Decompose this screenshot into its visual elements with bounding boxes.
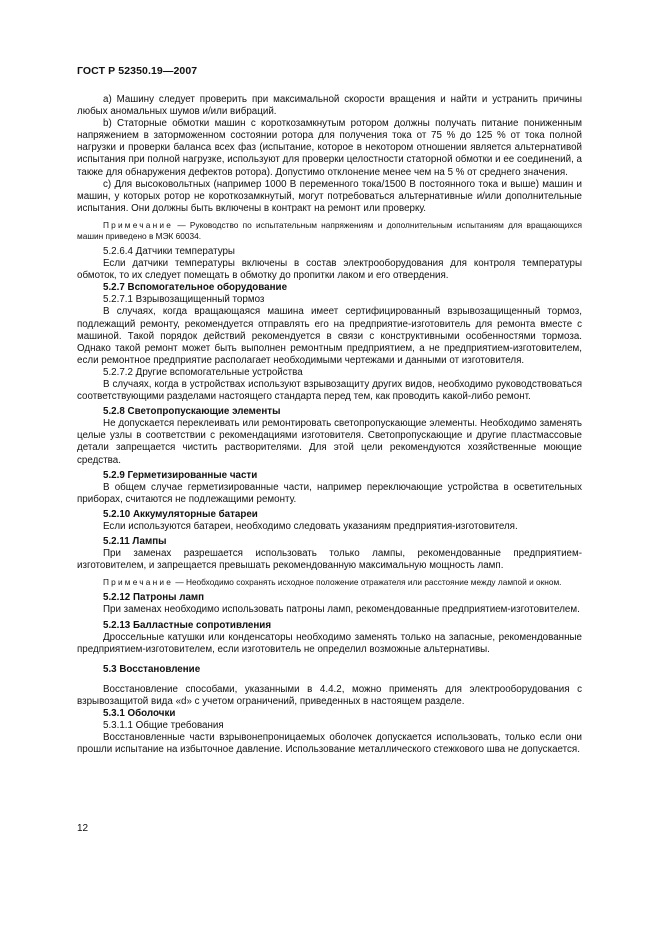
paragraph: Не допускается переклеивать или ремонтировать светопропускающие элементы. Необходимо заменять целые узлы в соответствии с рекомендациями изготовителя. Светопропускающие и другие пластмассовые детали запрещается чистить растворителями. Для этой цели рекомендуются хозяйственные моющие средства. bbox=[77, 418, 582, 466]
paragraph: В случаях, когда вращающаяся машина имеет сертифицированный взрывозащищенный тормоз, подлежащий ремонту, рекомендуется отправлять его на предприятие-изготовитель для ремонта вместе с машиной. Такой порядок действий рекомендуется в связи с конструктивными особенностями тормоза. Однако такой ремонт может быть выполнен ремонтным предприятием, а не предприятием-изготовителем, если ремонтное предприятие располагает необходимыми чертежами и данными от изготовителя. bbox=[77, 306, 582, 366]
section-heading: 5.2.9 Герметизированные части bbox=[103, 469, 258, 481]
note-label: Примечание bbox=[103, 577, 174, 588]
paragraph: При заменах разрешается использовать только лампы, рекомендованные предприятием-изготовителем, и запрещается превышать рекомендованную максимальную мощность ламп. bbox=[77, 548, 582, 572]
section-heading: 5.3 Восстановление bbox=[103, 663, 201, 675]
document-body bbox=[77, 94, 582, 757]
section-heading: 5.2.12 Патроны ламп bbox=[103, 592, 205, 604]
section-heading: 5.2.8 Светопропускающие элементы bbox=[103, 406, 281, 418]
paragraph: с) Для высоковольтных (например 1000 В переменного тока/1500 В постоянного тока и выше) машин и машин, у которых ротор не короткозамкнутый, могут потребоваться альтернативные и/или дополнительные испытания. Они должны быть включены в контракт на ремонт или проверку. bbox=[77, 178, 582, 214]
section-heading: 5.2.11 Лампы bbox=[103, 536, 167, 548]
paragraph: Восстановление способами, указанными в 4.4.2, можно применять для электрооборудования с взрывозащитой вида «d» с учетом ограничений, приведенных в настоящем разделе. bbox=[77, 683, 582, 708]
page-number: 12 bbox=[77, 823, 89, 834]
section-heading: 5.3.1 Оболочки bbox=[103, 708, 176, 720]
subsection-heading: 5.2.7.2 Другие вспомогательные устройства bbox=[103, 366, 303, 378]
note-label: Примечание bbox=[103, 219, 174, 230]
note-text: — Необходимо сохранять исходное положение отражателя или расстояние между лампой и окном. bbox=[175, 577, 562, 588]
paragraph: а) Машину следует проверить при максимальной скорости вращения и найти и устранить причины любых аномальных шумов и/или вибраций. bbox=[77, 94, 582, 118]
paragraph: В общем случае герметизированные части, например переключающие устройства в осветительных приборах, считаются не подлежащими ремонту. bbox=[77, 481, 582, 505]
paragraph: Дроссельные катушки или конденсаторы необходимо заменять только на запасные, рекомендованные предприятием-изготовителем, если изготовитель не определил возможные альтернативы. bbox=[77, 631, 582, 655]
paragraph: Если датчики температуры включены в состав электрооборудования для контроля температуры обмоток, то их следует помещать в обмотку до пропитки лаком и его отвердения. bbox=[77, 258, 582, 282]
paragraph: В случаях, когда в устройствах используют взрывозащиту других видов, необходимо руководствоваться соответствующими разделами настоящего стандарта перед тем, как проводить какой-либо ремонт. bbox=[77, 378, 582, 403]
section-heading: 5.2.10 Аккумуляторные батареи bbox=[103, 508, 258, 520]
section-heading: 5.2.13 Балластные сопротивления bbox=[103, 619, 272, 631]
paragraph: При заменах необходимо использовать патроны ламп, рекомендованные предприятием-изготовителем. bbox=[103, 604, 580, 616]
paragraph: Восстановленные части взрывонепроницаемых оболочек допускается использовать, только если они прошли испытание на избыточное давление. Использование металлического стежкового шва не допускается. bbox=[77, 732, 582, 756]
paragraph: b) Статорные обмотки машин с короткозамкнутым ротором должны получать питание пониженным напряжением в заторможенном состоянии ротора для получения тока от 75 % до 125 % от тока полной нагрузки и проверки баланса всех фаз (испытание, которое в некотором отношении является альтернативой испытания при полной нагрузке, используют для проверки целостности статорной обмотки и ее соединений, а также для обнаружения дефектов ротора). Допустимо отклонение менее чем на 5 % от среднего значения. bbox=[77, 118, 582, 178]
note-text: — Руководство по испытательным напряжениям и дополнительным испытаниям для вращающихся машин приведено в МЭК 60034. bbox=[77, 219, 583, 241]
standard-header: ГОСТ Р 52350.19—2007 bbox=[77, 65, 198, 77]
note bbox=[77, 577, 582, 588]
section-heading: 5.2.7 Вспомогательное оборудование bbox=[103, 282, 288, 294]
paragraph: Если используются батареи, необходимо следовать указаниям предприятия-изготовителя. bbox=[103, 521, 518, 532]
subsection-heading: 5.3.1.1 Общие требования bbox=[103, 720, 224, 732]
subsection-heading: 5.2.7.1 Взрывозащищенный тормоз bbox=[103, 294, 265, 306]
subsection-heading: 5.2.6.4 Датчики температуры bbox=[103, 245, 235, 257]
note bbox=[77, 220, 582, 242]
